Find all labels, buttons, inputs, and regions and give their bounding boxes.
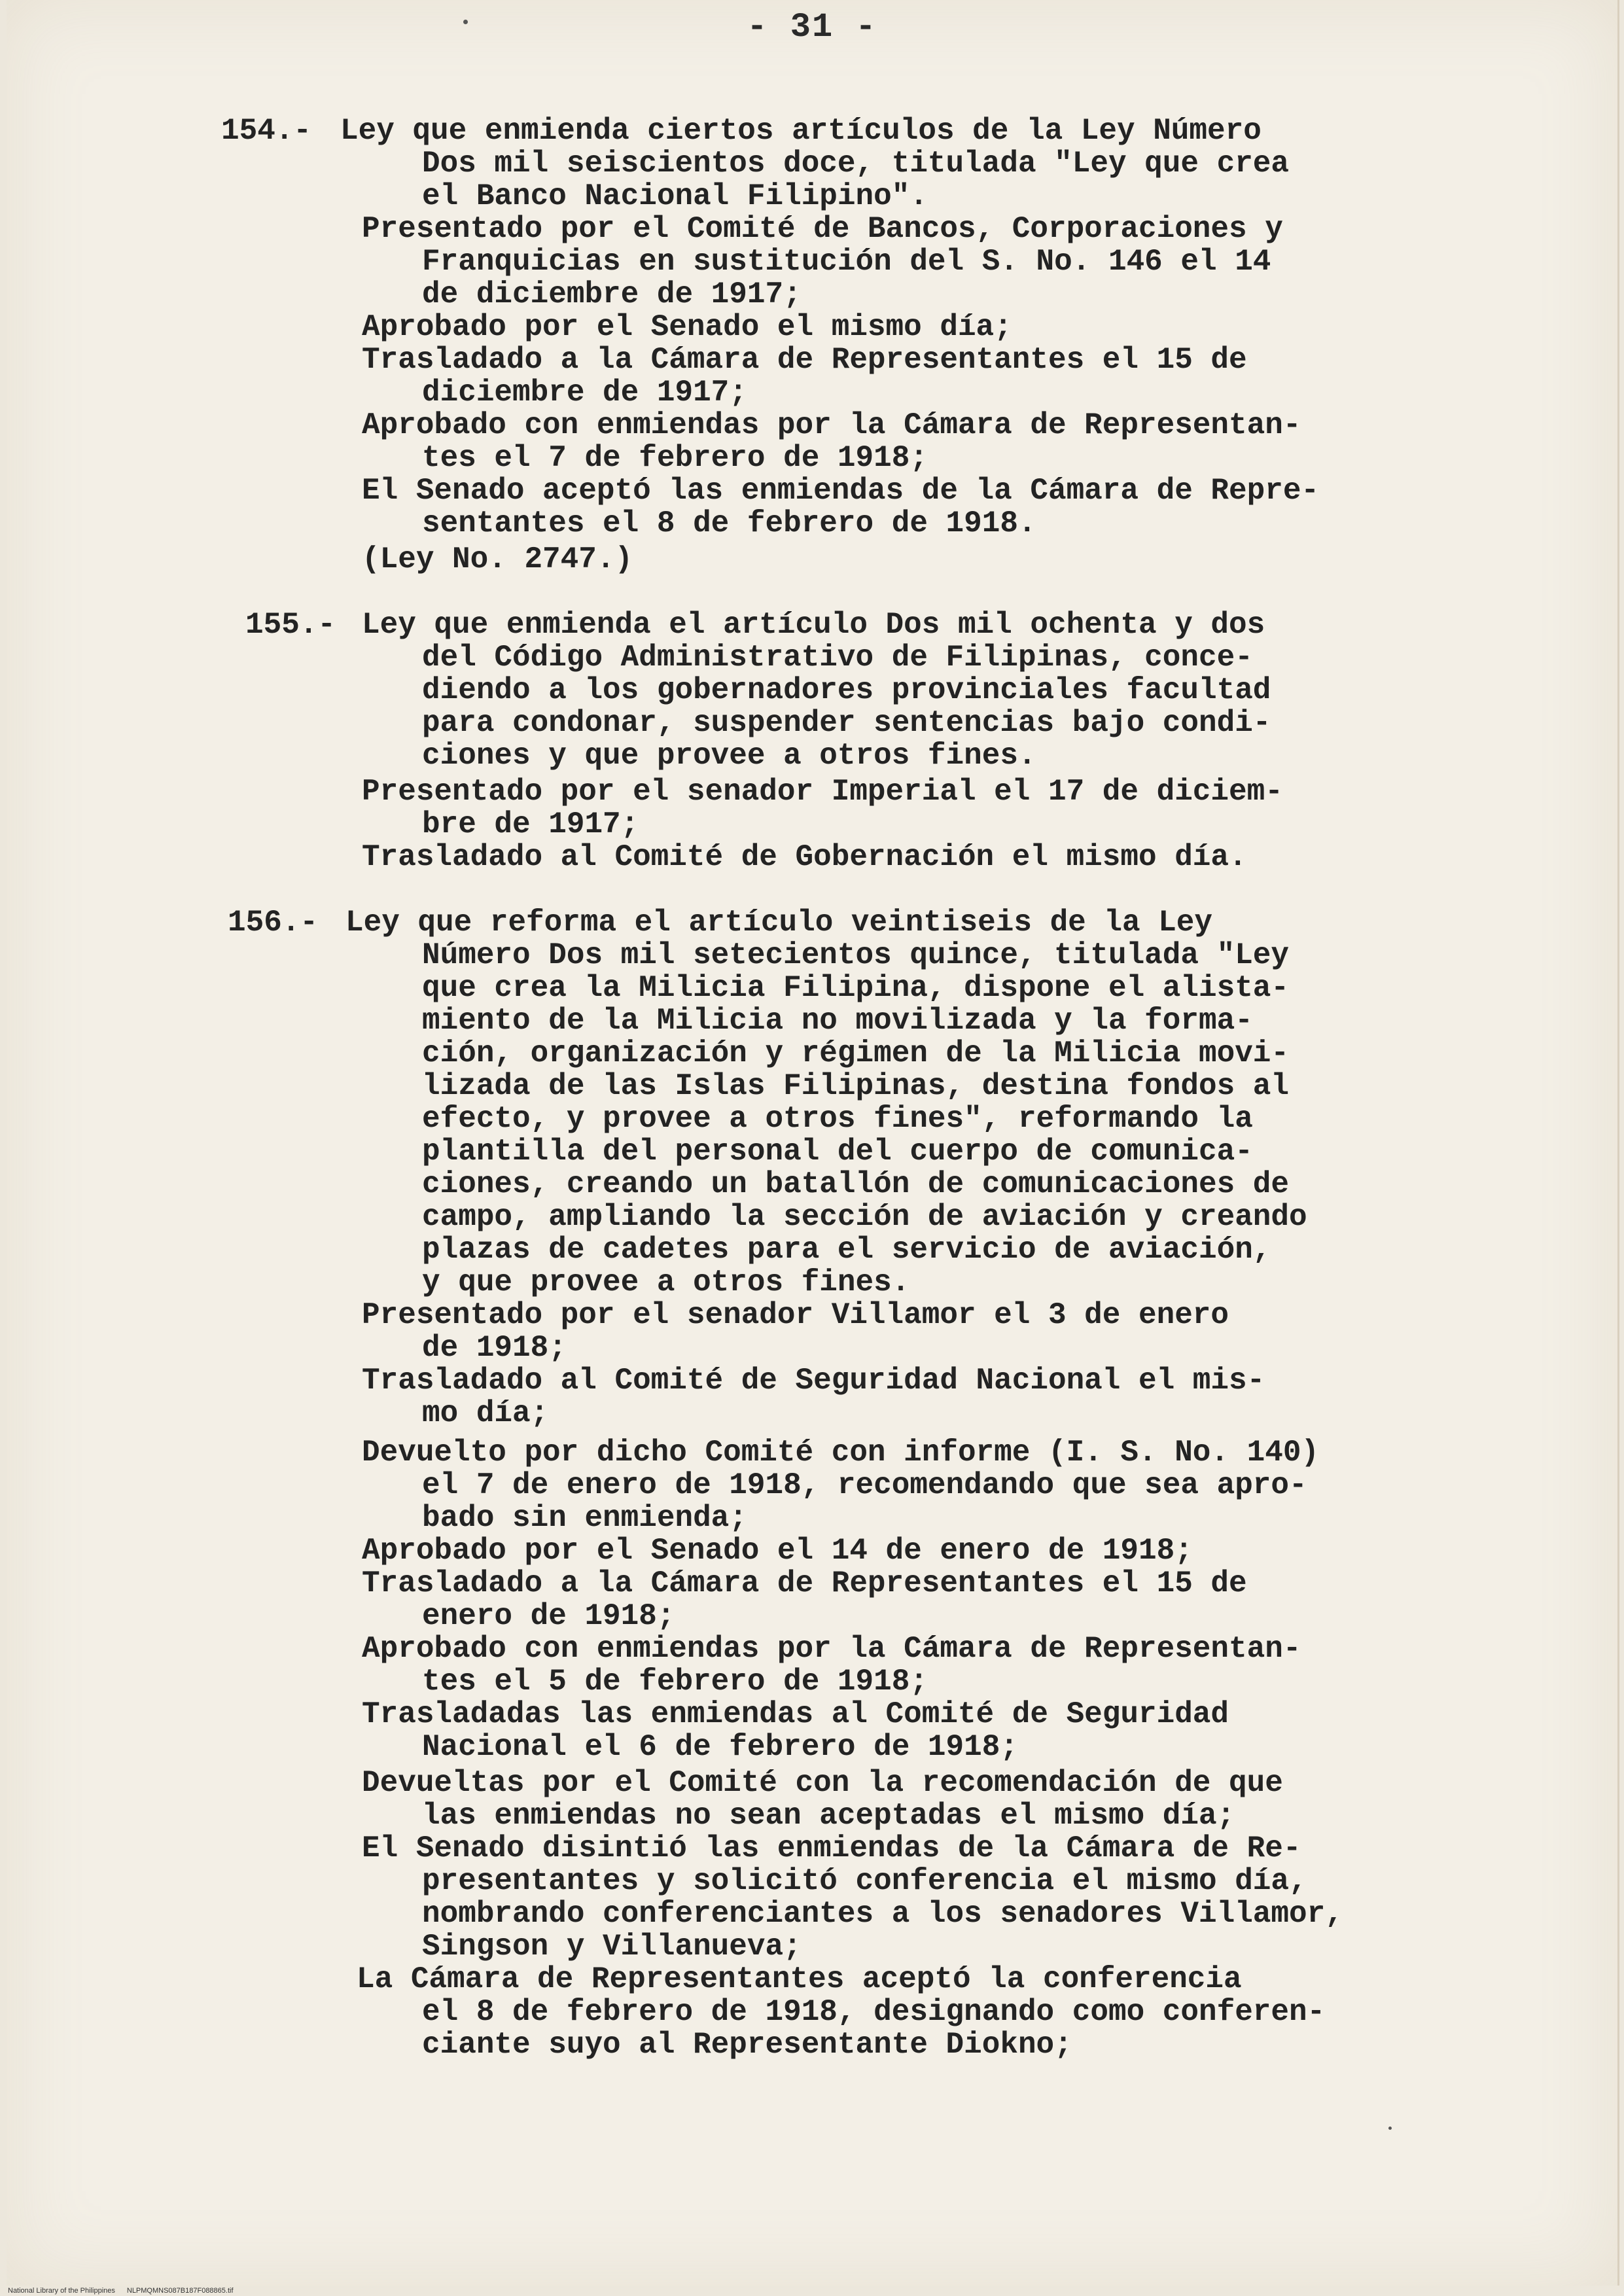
ink-speck <box>1388 2127 1392 2130</box>
bill-history-line: El Senado disintió las enmiendas de la Cámara de Re- <box>362 1831 1301 1865</box>
bill-history-line: enero de 1918; <box>422 1599 675 1633</box>
bill-history-line: tes el 5 de febrero de 1918; <box>422 1665 928 1699</box>
bill-history-line: Nacional el 6 de febrero de 1918; <box>422 1730 1018 1764</box>
bill-number: 155.- <box>245 608 336 642</box>
bill-title-line: y que provee a otros fines. <box>422 1265 910 1299</box>
bill-history-line: Trasladado al Comité de Seguridad Nacional el mis- <box>362 1364 1265 1398</box>
bill-title-line: miento de la Milicia no movilizada y la forma- <box>422 1004 1253 1038</box>
bill-history-line: El Senado aceptó las enmiendas de la Cámara de Repre- <box>362 474 1320 508</box>
bill-title-line: campo, ampliando la sección de aviación y creando <box>422 1200 1307 1234</box>
bill-history-line: Presentado por el Comité de Bancos, Corporaciones y <box>362 212 1283 246</box>
bill-history-line: ciante suyo al Representante Diokno; <box>422 2028 1072 2062</box>
bill-title-line: plantilla del personal del cuerpo de comunica- <box>422 1135 1253 1169</box>
archive-file-id: NLPMQMNS087B187F088865.tif <box>126 2287 234 2295</box>
archive-footer <box>8 2287 234 2295</box>
bill-title-line: Ley que enmienda ciertos artículos de la Ley Número <box>340 114 1262 148</box>
bill-history-line: tes el 7 de febrero de 1918; <box>422 441 928 475</box>
archive-name: National Library of the Philippines <box>8 2287 115 2295</box>
bill-history-line: las enmiendas no sean aceptadas el mismo día; <box>422 1799 1235 1833</box>
bill-history-line: nombrando conferenciantes a los senadores Villamor, <box>422 1897 1343 1931</box>
bill-title-line: del Código Administrativo de Filipinas, conce- <box>422 641 1253 675</box>
bill-title-line: Dos mil seiscientos doce, titulada "Ley que crea <box>422 147 1290 181</box>
bill-history-line: bado sin enmienda; <box>422 1501 747 1535</box>
bill-history-line: Aprobado por el Senado el mismo día; <box>362 310 1012 344</box>
bill-history-line: Presentado por el senador Villamor el 3 de enero <box>362 1298 1229 1332</box>
bill-number: 154.- <box>221 114 312 148</box>
bill-history-line: Singson y Villanueva; <box>422 1930 802 1964</box>
bill-title-line: ción, organización y régimen de la Milicia movi- <box>422 1036 1290 1070</box>
bill-history-line: Franquicias en sustitución del S. No. 146 el 14 <box>422 245 1271 279</box>
bill-title-line: lizada de las Islas Filipinas, destina fondos al <box>422 1069 1290 1103</box>
bill-title-line: efecto, y provee a otros fines", reformando la <box>422 1102 1253 1136</box>
bill-title-line: Ley que reforma el artículo veintiseis de la Ley <box>345 906 1213 940</box>
bill-title-line: Número Dos mil setecientos quince, titulada "Ley <box>422 938 1290 972</box>
bill-history-line: Trasladado al Comité de Gobernación el mismo día. <box>362 840 1247 874</box>
bill-history-line: de 1918; <box>422 1331 567 1365</box>
bill-history-line: Devueltas por el Comité con la recomendación de que <box>362 1766 1283 1800</box>
law-number: (Ley No. 2747.) <box>362 542 633 576</box>
bill-title-line: Ley que enmienda el artículo Dos mil ochenta y dos <box>362 608 1265 642</box>
bill-history-line: Aprobado por el Senado el 14 de enero de 1918; <box>362 1534 1193 1568</box>
bill-history-line: de diciembre de 1917; <box>422 277 802 311</box>
bill-history-line: presentantes y solicitó conferencia el mismo día, <box>422 1864 1307 1898</box>
page-number: - 31 - <box>747 8 877 46</box>
bill-history-line: Trasladadas las enmiendas al Comité de Seguridad <box>362 1697 1229 1731</box>
bill-history-line: Aprobado con enmiendas por la Cámara de Representan- <box>362 1632 1301 1666</box>
bill-title-line: para condonar, suspender sentencias bajo condi- <box>422 706 1271 740</box>
bill-title-line: ciones, creando un batallón de comunicaciones de <box>422 1167 1290 1201</box>
bill-title-line: diendo a los gobernadores provinciales facultad <box>422 673 1271 707</box>
bill-history-line: bre de 1917; <box>422 807 639 841</box>
bill-history-line: La Cámara de Representantes aceptó la conferencia <box>357 1962 1242 1996</box>
bill-history-line: Aprobado con enmiendas por la Cámara de Representan- <box>362 408 1301 442</box>
bill-history-line: Presentado por el senador Imperial el 17 de diciem- <box>362 775 1283 809</box>
bill-title-line: el Banco Nacional Filipino". <box>422 179 928 213</box>
bill-history-line: mo día; <box>422 1396 549 1430</box>
bill-history-line: Devuelto por dicho Comité con informe (I. S. No. 140) <box>362 1436 1320 1470</box>
bill-history-line: Trasladado a la Cámara de Representantes el 15 de <box>362 343 1247 377</box>
bill-history-line: el 8 de febrero de 1918, designando como conferen- <box>422 1995 1326 2029</box>
bill-history-line: diciembre de 1917; <box>422 376 747 410</box>
bill-title-line: plazas de cadetes para el servicio de aviación, <box>422 1233 1271 1267</box>
bill-title-line: que crea la Milicia Filipina, dispone el alista- <box>422 971 1290 1005</box>
bill-number: 156.- <box>228 906 319 940</box>
bill-history-line: sentantes el 8 de febrero de 1918. <box>422 506 1036 540</box>
bill-history-line: Trasladado a la Cámara de Representantes el 15 de <box>362 1566 1247 1600</box>
bill-history-line: el 7 de enero de 1918, recomendando que sea apro- <box>422 1468 1307 1502</box>
bill-title-line: ciones y que provee a otros fines. <box>422 739 1036 773</box>
